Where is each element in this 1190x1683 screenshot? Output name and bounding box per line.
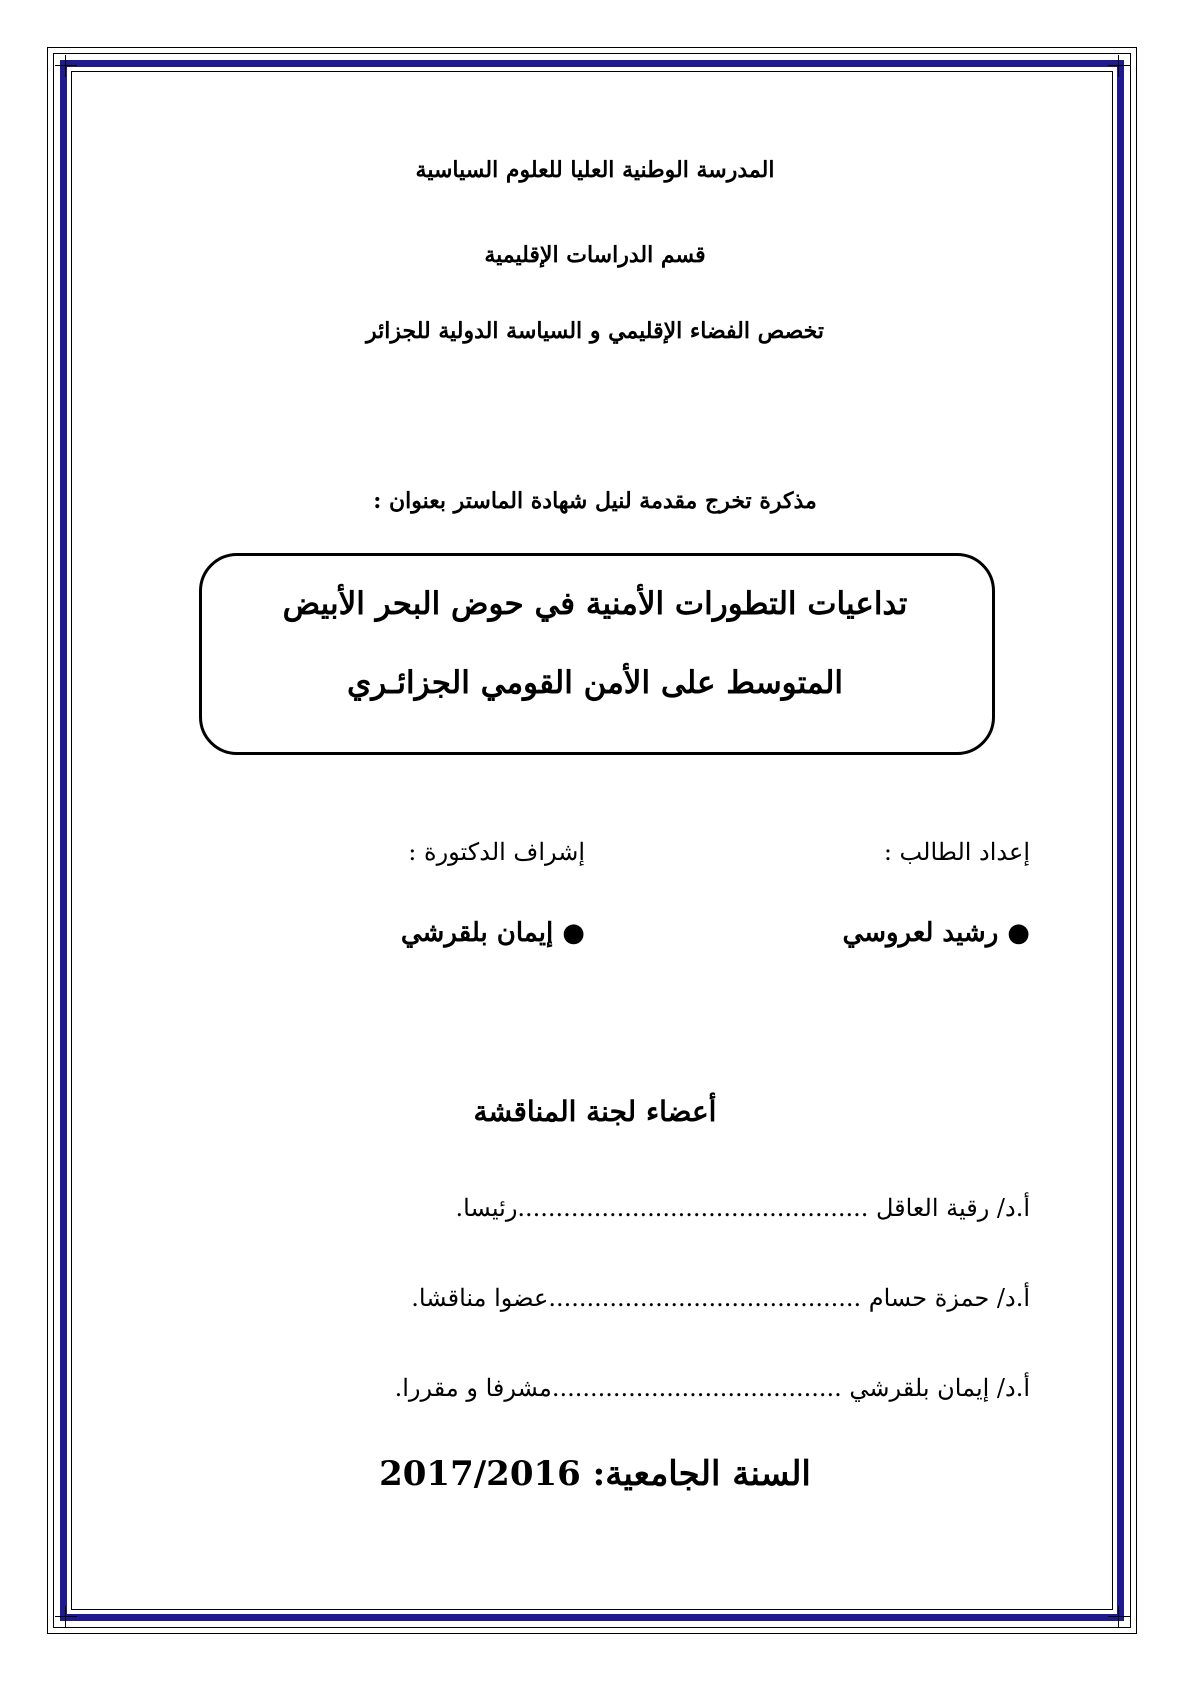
supervisor-label: إشراف الدكتورة : xyxy=(408,838,585,866)
corner-ornament-top-right xyxy=(1108,55,1130,77)
thesis-intro: مذكرة تخرج مقدمة لنيل شهادة الماستر بعنوان : xyxy=(373,488,817,514)
committee-member-1: أ.د/ رقية العاقل ..............................................رئيسا. xyxy=(455,1194,1030,1222)
corner-ornament-bottom-left xyxy=(55,1606,77,1628)
committee-member-2: أ.د/ حمزة حسام .........................................عضوا مناقشا. xyxy=(411,1284,1030,1312)
student-label: إعداد الطالب : xyxy=(883,838,1030,866)
academic-year-value: 2017/2016 xyxy=(379,1454,581,1494)
academic-year-label: السنة الجامعية: xyxy=(592,1454,811,1494)
corner-ornament-bottom-right xyxy=(1108,1606,1130,1628)
supervisor-name: ● إيمان بلقرشي xyxy=(400,918,585,948)
school-name: المدرسة الوطنية العليا للعلوم السياسية xyxy=(415,157,775,183)
academic-year xyxy=(0,1454,1190,1494)
thesis-title-box xyxy=(199,553,995,755)
department-name: قسم الدراسات الإقليمية xyxy=(484,242,706,268)
committee-heading: أعضاء لجنة المناقشة xyxy=(473,1095,717,1128)
thesis-title-line-2: المتوسط على الأمن القومي الجزائـري xyxy=(346,665,844,701)
thesis-title-line-1: تداعيات التطورات الأمنية في حوض البحر الأبيض xyxy=(282,586,908,622)
student-name: ● رشيد لعروسي xyxy=(842,918,1030,948)
corner-ornament-top-left xyxy=(55,55,77,77)
committee-member-3: أ.د/ إيمان بلقرشي ......................................مشرفا و مقررا. xyxy=(394,1374,1030,1402)
specialty-name: تخصص الفضاء الإقليمي و السياسة الدولية للجزائر xyxy=(366,318,824,344)
